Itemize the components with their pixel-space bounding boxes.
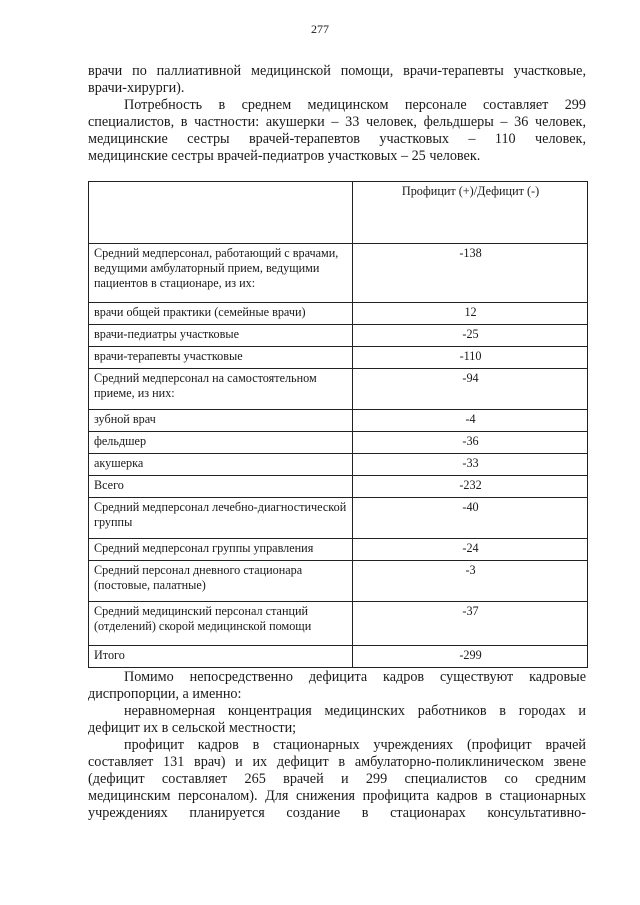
- row-label: Средний медперсонал на самостоятельном приеме, из них:: [89, 369, 353, 410]
- row-value: -36: [353, 432, 588, 454]
- table-row: [89, 369, 588, 410]
- row-value: -94: [353, 369, 588, 410]
- table-row: [89, 539, 588, 561]
- table-row: [89, 498, 588, 539]
- row-value: -40: [353, 498, 588, 539]
- row-value: -299: [353, 646, 588, 668]
- row-value: -232: [353, 476, 588, 498]
- table-row: [89, 602, 588, 646]
- row-value: -138: [353, 244, 588, 303]
- row-value: -24: [353, 539, 588, 561]
- row-label: врачи-терапевты участковые: [89, 347, 353, 369]
- row-value: -37: [353, 602, 588, 646]
- staff-deficit-table: [88, 181, 588, 668]
- text-line: профицит кадров в стационарных учреждениях (профицит врачей: [124, 737, 586, 753]
- row-label: врачи общей практики (семейные врачи): [89, 303, 353, 325]
- row-label: врачи-педиатры участковые: [89, 325, 353, 347]
- table-row: [89, 410, 588, 432]
- table-header-empty-cell: [89, 182, 353, 244]
- table-row: [89, 347, 588, 369]
- row-value: -110: [353, 347, 588, 369]
- text-line: врачи-хирурги).: [88, 80, 185, 96]
- table-row: [89, 303, 588, 325]
- row-value: -4: [353, 410, 588, 432]
- table-row: [89, 561, 588, 602]
- text-line: учреждениях планируется создание в стационарах консультативно-: [88, 805, 586, 821]
- text-line: специалистов, в частности: акушерки – 33 человек, фельдшеры – 36 человек,: [88, 114, 586, 130]
- row-label: зубной врач: [89, 410, 353, 432]
- disproportions-paragraph: [88, 669, 586, 822]
- row-label: Средний медперсонал группы управления: [89, 539, 353, 561]
- text-line: Потребность в среднем медицинском персонале составляет 299: [124, 97, 586, 113]
- row-label: Итого: [89, 646, 353, 668]
- table-header-cell: Профицит (+)/Дефицит (-): [353, 182, 588, 244]
- table-row: [89, 646, 588, 668]
- table-row: [89, 476, 588, 498]
- page-number: 277: [311, 22, 329, 36]
- text-line: (дефицит составляет 265 врачей и 299 специалистов со средним: [88, 771, 586, 787]
- intro-paragraph: [88, 63, 586, 97]
- row-label: Средний медперсонал лечебно-диагностической группы: [89, 498, 353, 539]
- row-label: акушерка: [89, 454, 353, 476]
- text-line: дефицит их в сельской местности;: [88, 720, 297, 736]
- text-line: врачи по паллиативной медицинской помощи, врачи-терапевты участковые,: [88, 63, 586, 79]
- table-row: [89, 432, 588, 454]
- text-line: медицинские сестры врачей-терапевтов участковых – 110 человек,: [88, 131, 586, 147]
- row-label: фельдшер: [89, 432, 353, 454]
- row-value: 12: [353, 303, 588, 325]
- row-value: -33: [353, 454, 588, 476]
- row-label: Средний медперсонал, работающий с врачами, ведущими амбулаторный прием, ведущими пациентов в стационаре, из их:: [89, 244, 353, 303]
- row-label: Средний персонал дневного стационара (постовые, палатные): [89, 561, 353, 602]
- text-line: неравномерная концентрация медицинских работников в городах и: [124, 703, 586, 719]
- table-row: [89, 244, 588, 303]
- table-header-row: [89, 182, 588, 244]
- table-row: [89, 325, 588, 347]
- row-label: Средний медицинский персонал станций (отделений) скорой медицинской помощи: [89, 602, 353, 646]
- text-line: диспропорции, а именно:: [88, 686, 242, 702]
- text-line: медицинские сестры врачей-педиатров участковых – 25 человек.: [88, 148, 481, 164]
- table-row: [89, 454, 588, 476]
- row-label: Всего: [89, 476, 353, 498]
- row-value: -3: [353, 561, 588, 602]
- text-line: медицинским персоналом). Для снижения профицита кадров в стационарных: [88, 788, 586, 804]
- text-line: Помимо непосредственно дефицита кадров существуют кадровые: [124, 669, 586, 685]
- row-value: -25: [353, 325, 588, 347]
- staff-need-paragraph: [88, 97, 586, 165]
- text-line: составляет 131 врач) и их дефицит в амбулаторно-поликлиническом звене: [88, 754, 586, 770]
